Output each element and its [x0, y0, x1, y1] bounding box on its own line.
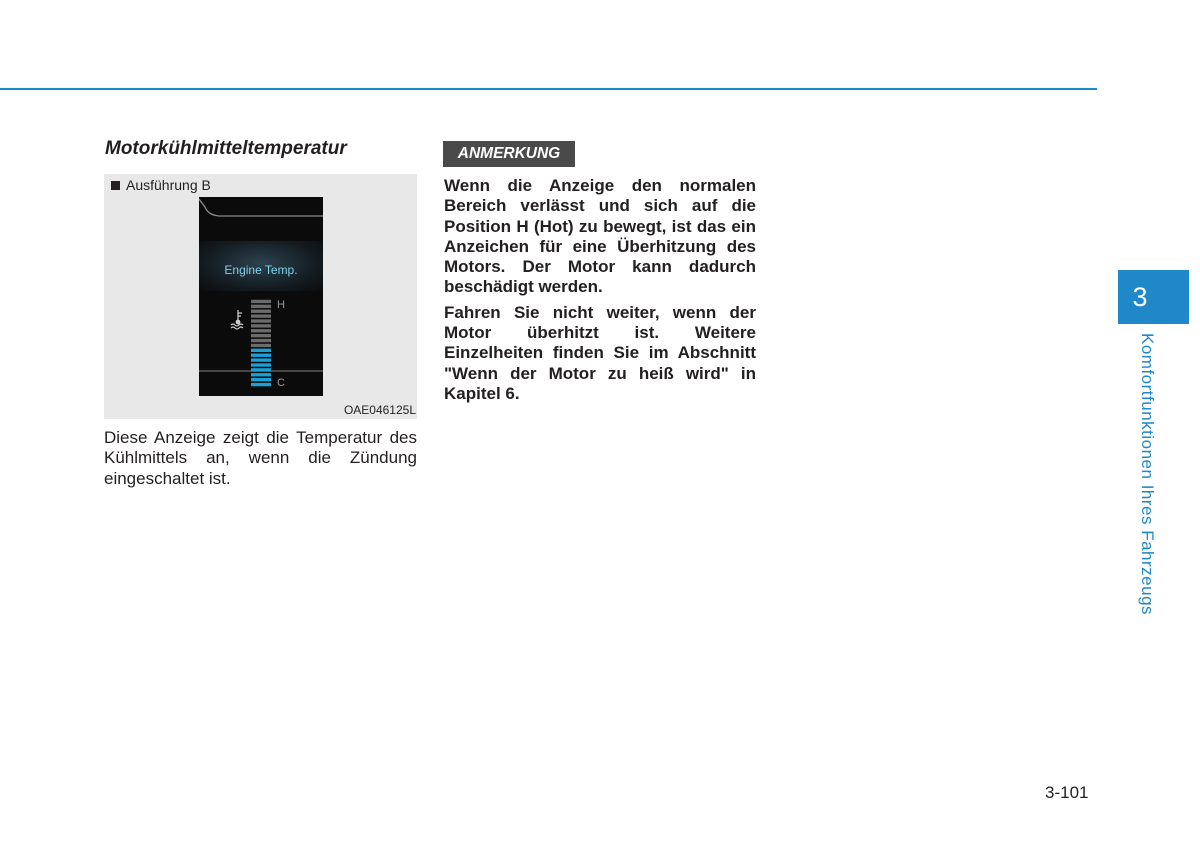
figure-caption-text: Ausführung B — [126, 177, 211, 193]
gauge-bar — [251, 300, 271, 387]
gauge-segment-filled — [251, 363, 271, 366]
top-rule — [0, 88, 1097, 90]
figure — [104, 174, 417, 419]
figure-code: OAE046125L — [343, 403, 416, 417]
hot-label: H — [277, 299, 285, 311]
chapter-number: 3 — [1132, 282, 1148, 312]
gauge-segment-filled — [251, 358, 271, 361]
note-badge: ANMERKUNG — [443, 141, 575, 167]
chapter-tab — [1118, 270, 1189, 324]
gauge-segment-empty — [251, 310, 271, 313]
gauge-segment-empty — [251, 305, 271, 308]
gauge-segment-filled — [251, 368, 271, 371]
chapter-label: Komfortfunktionen Ihres Fahrzeugs — [1138, 333, 1157, 616]
gauge-segment-empty — [251, 314, 271, 317]
gauge-screen — [199, 197, 323, 396]
body-paragraph: Diese Anzeige zeigt die Temperatur des Kühlmittels an, wenn die Zündung eingeschaltet ist. — [104, 428, 417, 488]
cold-label: C — [277, 377, 285, 389]
gauge-segment-empty — [251, 344, 271, 347]
screen-frame-line — [199, 199, 323, 216]
gauge-segment-empty — [251, 300, 271, 303]
gauge-segment-filled — [251, 378, 271, 381]
gauge-segment-empty — [251, 319, 271, 322]
note-paragraph: Wenn die Anzeige den normalen Bereich verlässt und sich auf die Position H (Hot) zu bewegt, ist das ein Anzeichen für eine Überhitzung des Motors. Der Motor kann dadurch beschädigt werden. — [444, 176, 756, 297]
gauge-graphic — [199, 197, 323, 396]
square-bullet-icon — [111, 181, 120, 190]
page-number: 3-101 — [1045, 783, 1089, 802]
gauge-segment-empty — [251, 339, 271, 342]
coolant-temperature-icon — [231, 310, 243, 329]
gauge-segment-empty — [251, 329, 271, 332]
note-paragraph: Fahren Sie nicht weiter, wenn der Motor überhitzt ist. Weitere Einzelheiten finden Sie im Abschnitt "Wenn der Motor zu heiß wird" in Kapitel 6. — [444, 302, 756, 403]
note-text — [444, 176, 756, 409]
gauge-segment-filled — [251, 373, 271, 376]
screen-title: Engine Temp. — [224, 263, 298, 277]
gauge-segment-empty — [251, 334, 271, 337]
gauge-segment-empty — [251, 324, 271, 327]
gauge-segment-filled — [251, 354, 271, 357]
figure-caption — [111, 177, 211, 193]
gauge-segment-filled — [251, 349, 271, 352]
section-title: Motorkühlmitteltemperatur — [105, 138, 347, 159]
gauge-segment-filled — [251, 383, 271, 386]
